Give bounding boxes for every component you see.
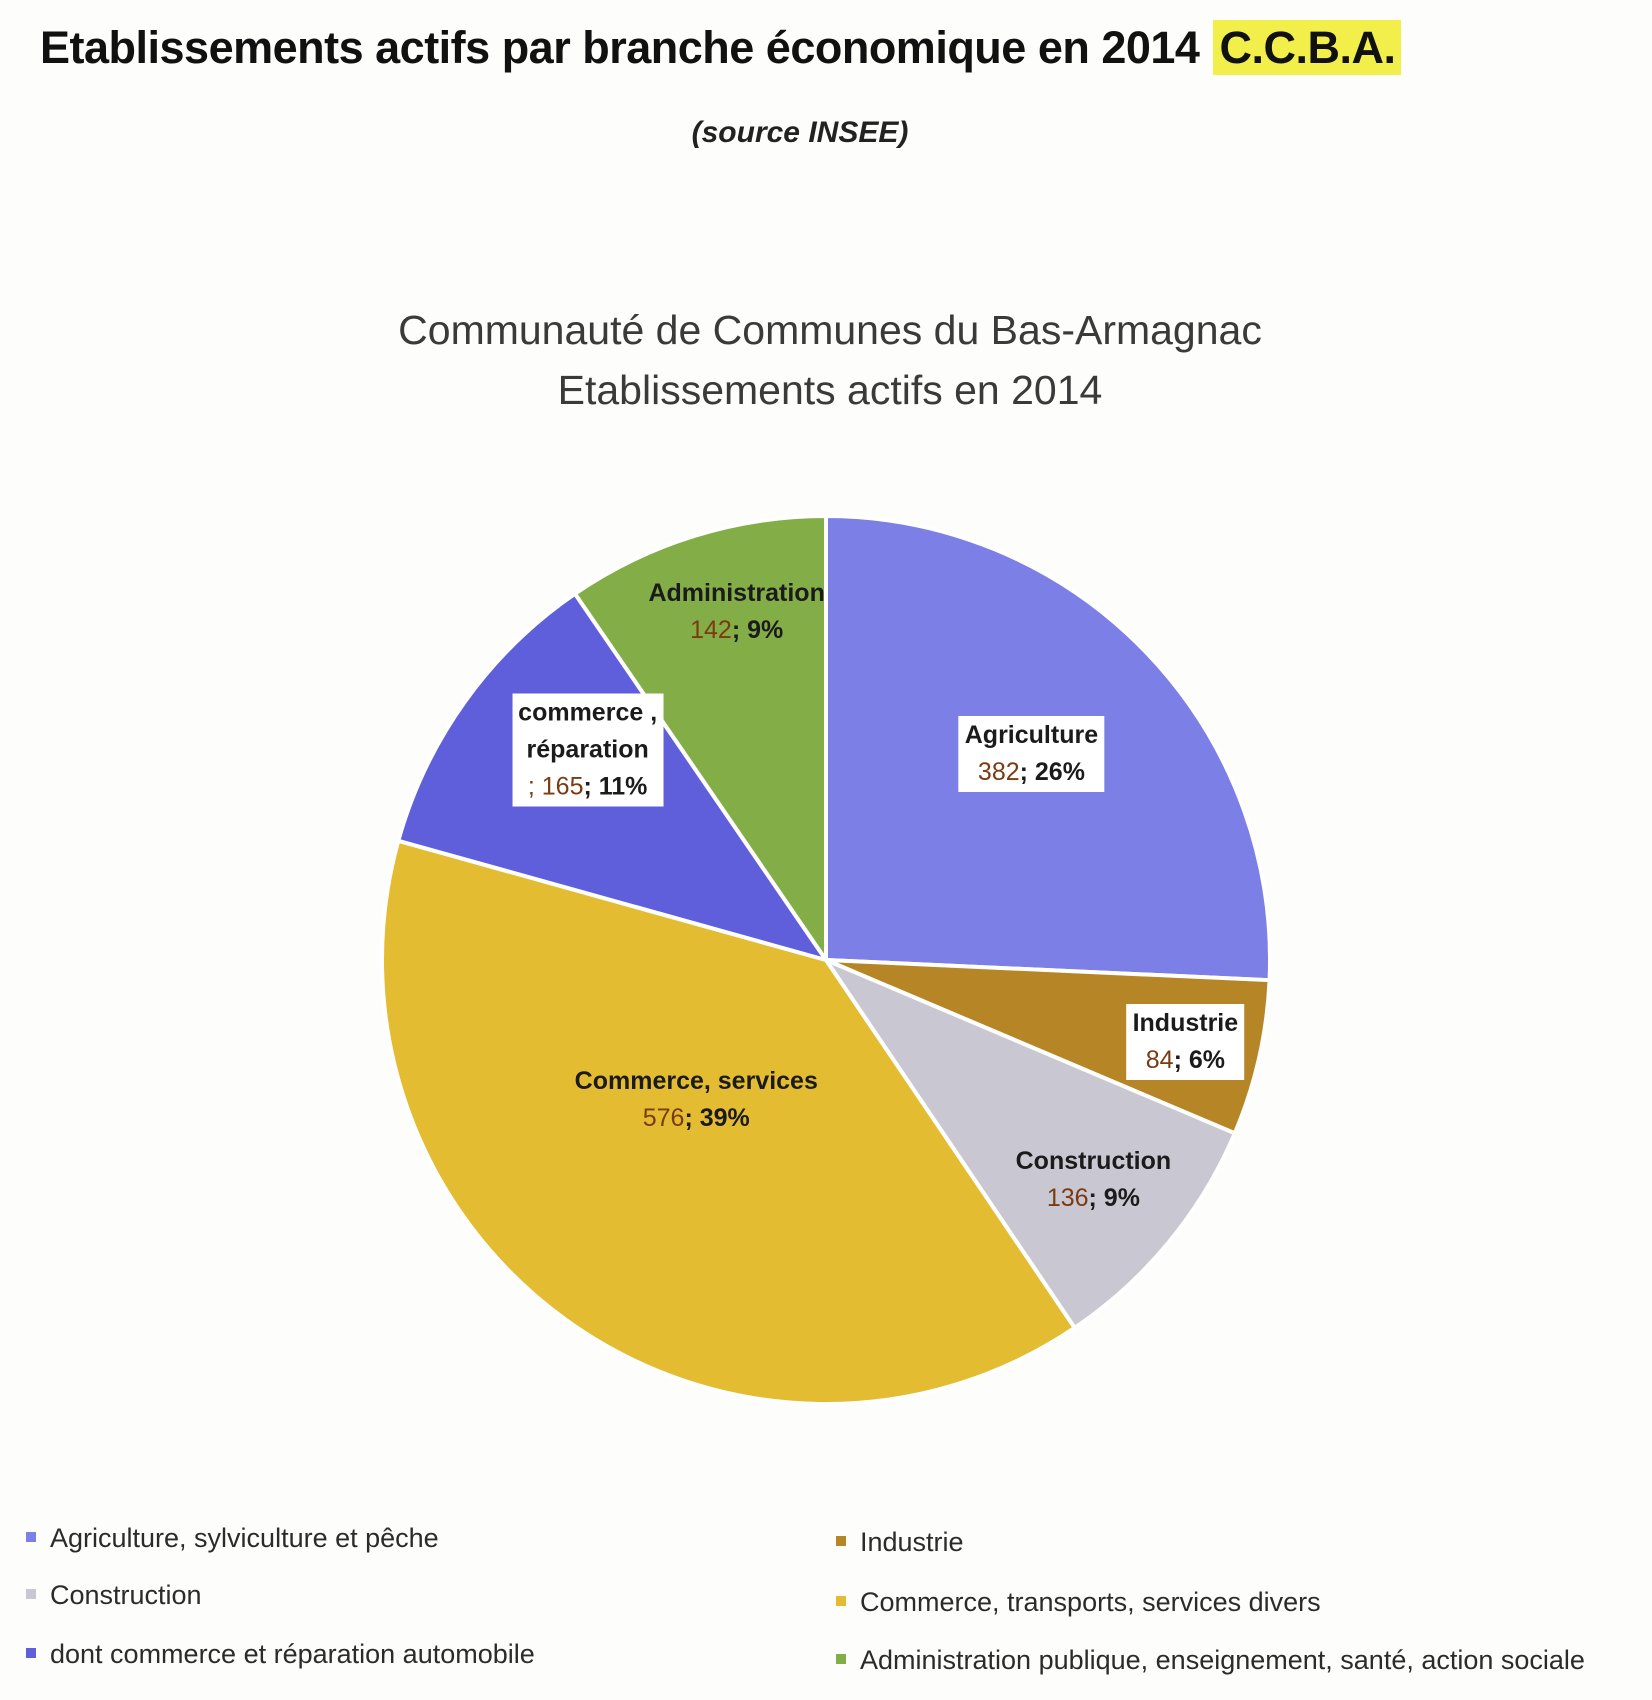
chart-title-line-2: Etablissements actifs en 2014: [557, 367, 1103, 413]
legend-label-industrie: Industrie: [860, 1527, 964, 1557]
legend-swatch-commerce-reparation: [26, 1648, 36, 1658]
legend-item-commerce-reparation: [26, 1639, 535, 1670]
legend-swatch-construction: [26, 1589, 36, 1599]
legend-swatch-agriculture: [26, 1532, 36, 1542]
slice-label-value: 382; 26%: [977, 757, 1085, 786]
slice-label-construction: [1010, 1142, 1178, 1218]
slice-label-value: 142; 9%: [690, 615, 784, 644]
legend-label-agriculture: Agriculture, sylviculture et pêche: [50, 1523, 439, 1553]
document-title-text: Etablissements actifs par branche économique en 2014: [40, 22, 1200, 73]
slice-label-value: 576; 39%: [642, 1104, 750, 1133]
slice-label-value: ; 165; 11%: [527, 772, 648, 800]
legend-label-commerce-reparation: dont commerce et réparation automobile: [50, 1639, 535, 1669]
slice-label-name: Commerce, services: [574, 1067, 818, 1096]
legend-swatch-commerce-services: [836, 1596, 846, 1606]
slice-label-administration: [642, 574, 830, 650]
slice-label-name: Administration: [648, 578, 825, 607]
legend-label-administration: Administration publique, enseignement, santé, action sociale: [860, 1645, 1585, 1675]
slice-label-name: Construction: [1015, 1147, 1172, 1176]
legend-item-administration: [836, 1645, 1585, 1676]
slice-label-name: Industrie: [1132, 1008, 1239, 1037]
slice-label-value: 136; 9%: [1046, 1184, 1140, 1213]
legend-label-construction: Construction: [50, 1580, 202, 1610]
legend-item-construction: [26, 1580, 202, 1611]
slice-label-commerce-reparation: [512, 693, 663, 806]
legend-swatch-administration: [836, 1654, 846, 1664]
slice-label-name-line1: commerce ,: [518, 698, 658, 726]
slice-label-name-line2: réparation: [526, 735, 649, 763]
slice-label-industrie: [1127, 1004, 1245, 1080]
ccba-badge: C.C.B.A.: [1213, 20, 1401, 75]
source-note: (source INSEE): [691, 116, 909, 149]
legend-swatch-industrie: [836, 1536, 846, 1546]
legend-item-commerce-services: [836, 1587, 1321, 1618]
chart-title-line-1: Communauté de Communes du Bas-Armagnac: [398, 307, 1262, 353]
legend-label-commerce-services: Commerce, transports, services divers: [860, 1587, 1321, 1617]
legend-item-agriculture: [26, 1523, 439, 1554]
slice-label-value: 84; 6%: [1145, 1045, 1225, 1074]
slice-label-agriculture: [959, 716, 1104, 792]
legend-item-industrie: [836, 1527, 964, 1558]
slice-label-commerce-services: [569, 1062, 824, 1138]
slice-label-name: Agriculture: [964, 720, 1099, 749]
